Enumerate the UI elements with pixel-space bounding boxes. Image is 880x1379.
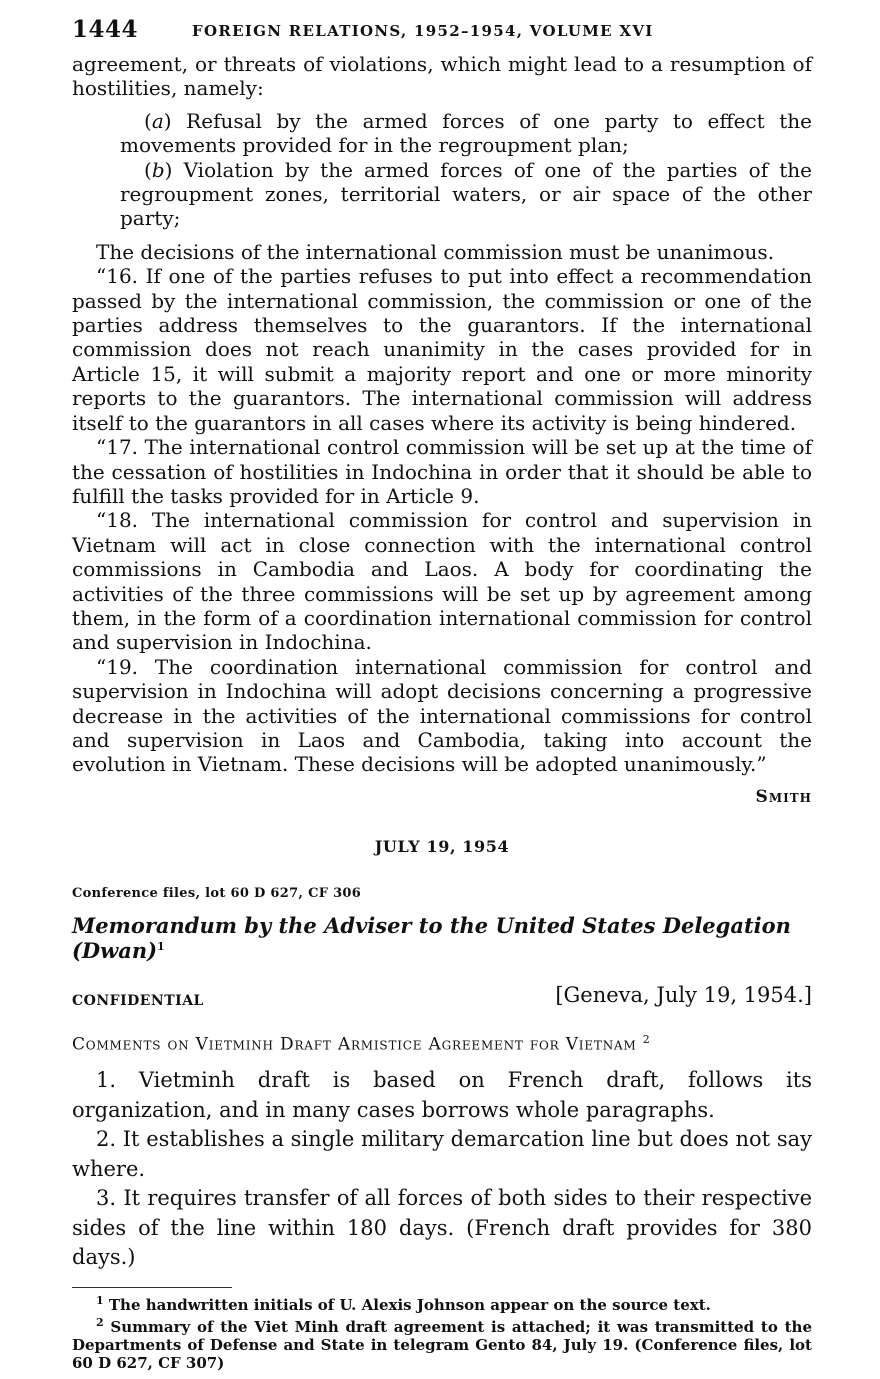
footnote-ref[interactable]: 2 (642, 1032, 651, 1046)
footnote-mark: 2 (96, 1315, 104, 1329)
footnote-divider (72, 1287, 232, 1288)
violations-list (72, 109, 812, 231)
footnote (72, 1314, 812, 1372)
memo-item: 3. It requires transfer of all forces of both sides to their respective sides of the line within 180 days. (French draft provides for 380 days.) (72, 1186, 812, 1270)
memo-items (72, 1066, 812, 1273)
continuation-paragraph: agreement, or threats of violations, which might lead to a resumption of hostilities, namely: (72, 52, 812, 101)
memo-title (72, 913, 812, 963)
article-19: “19. The coordination international commission for control and supervision in Indochina will adopt decisions concerning a progressive decrease in the activities of the international commissions for control and supervision in Laos and Cambodia, taking into account the evolution in Vietnam. These decisions will be adopted unanimously.” (72, 654, 812, 777)
footnote-ref[interactable]: 1 (157, 939, 165, 953)
violation-marker: b (151, 157, 165, 182)
footnote-text: Summary of the Viet Minh draft agreement is attached; it was transmitted to the Departments of Defense and State in telegram Gento 84, July 19. (Conference files, lot 60 D 627, CF 307) (72, 1317, 812, 1372)
violation-text: Refusal by the armed forces of one party to effect the movements provided for in the regroupment plan; (120, 108, 813, 158)
memo-item: 2. It establishes a single military demarcation line but does not say where. (72, 1127, 812, 1181)
memo-heading-text: Comments on Vietminh Draft Armistice Agreement for Vietnam (72, 1034, 637, 1055)
dateline: JULY 19, 1954 (374, 836, 510, 856)
violation-marker: a (151, 108, 164, 133)
article-17: “17. The international control commission will be set up at the time of the cessation of hostilities in Indochina in order that it should be able to fulfill the tasks provided for in Article 9. (72, 435, 812, 508)
footnote-text: The handwritten initials of U. Alexis Johnson appear on the source text. (108, 1295, 711, 1314)
violation-item: (a) Refusal by the armed forces of one party to effect the movements provided for in the regroupment plan; (120, 108, 813, 158)
page-header (72, 12, 812, 52)
memo-heading (72, 1033, 812, 1055)
source-note: Conference files, lot 60 D 627, CF 306 (72, 885, 362, 901)
page-number: 1444 (72, 16, 139, 43)
footnote-mark: 1 (96, 1293, 104, 1307)
signature: Smith (755, 786, 812, 807)
place-date: [Geneva, July 19, 1954.] (555, 982, 812, 1007)
decision-paragraph: The decisions of the international commission must be unanimous. (96, 239, 775, 264)
footnote (72, 1292, 812, 1314)
document-page (72, 12, 812, 1372)
classification-row (72, 981, 812, 1015)
article-18: “18. The international commission for control and supervision in Vietnam will act in close connection with the international control commissions in Cambodia and Laos. A body for coordinating the activities of the three commissions will be set up by agreement among them, in the form of a coordination international commission for control and supervision in Indochina. (72, 508, 812, 655)
violation-text: Violation by the armed forces of one of the parties of the regroupment zones, territorial waters, or air space of the other party; (120, 157, 812, 231)
classification-label: CONFIDENTIAL (72, 992, 204, 1009)
running-head: FOREIGN RELATIONS, 1952–1954, VOLUME XVI (192, 22, 654, 40)
footnotes (72, 1292, 812, 1372)
article-16: “16. If one of the parties refuses to put into effect a recommendation passed by the international commission, the commission or one of the parties address themselves to the guarantors. If the international commission does not reach unanimity in the cases provided for in Article 15, it will submit a majority report and one or more minority reports to the guarantors. The international commission will address itself to the guarantors in all cases where its activity is being hindered. (72, 264, 812, 435)
memo-title-text: Memorandum by the Adviser to the United States Delegation (Dwan) (72, 912, 791, 963)
violation-item: (b) Violation by the armed forces of one of the parties of the regroupment zones, territorial waters, or air space of the other party; (120, 157, 812, 231)
memo-item: 1. Vietminh draft is based on French draft, follows its organization, and in many cases borrows whole paragraphs. (72, 1068, 812, 1122)
